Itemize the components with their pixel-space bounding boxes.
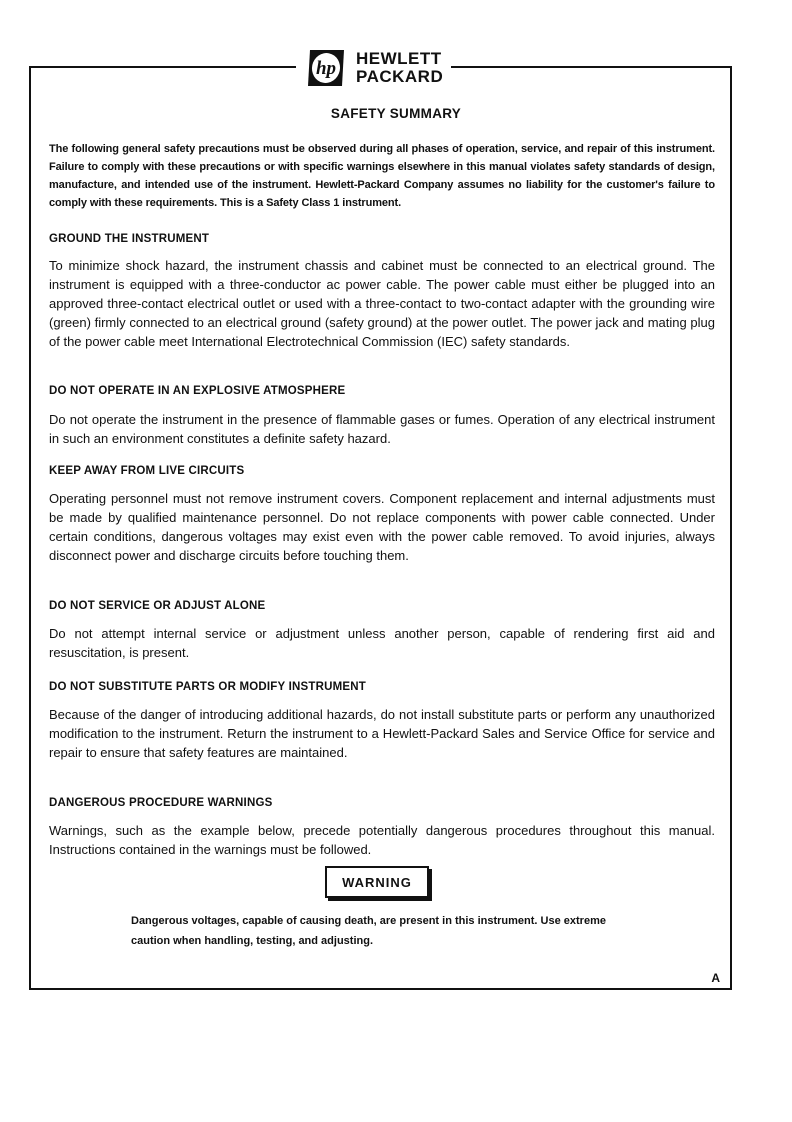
hp-logo-icon bbox=[304, 46, 348, 90]
section-heading-live-circuits: KEEP AWAY FROM LIVE CIRCUITS bbox=[49, 465, 245, 477]
intro-paragraph: The following general safety precautions must be observed during all phases of operation, service, and repair of this instrument. Failure to comply with these precautions or with specific warnings elsewhere in this manual violates safety standards of design, manufacture, and intended use of the instrument. Hewlett-Packard Company assumes no liability for the customer's failure to comply with these requirements. This is a Safety Class 1 instrument. bbox=[49, 143, 715, 209]
section-body-ground: To minimize shock hazard, the instrument chassis and cabinet must be connected to an electrical ground. The instrument is equipped with a three-conductor ac power cable. The power cable must either be plugged into an approved three-contact electrical outlet or used with a three-contact to two-contact adapter with the grounding wire (green) firmly connected to an electrical ground (safety ground) at the power outlet. The power jack and mating plug of the power cable meet International Electrotechnical Commission (IEC) safety standards. bbox=[49, 258, 715, 349]
section-body-substitute-parts: Because of the danger of introducing additional hazards, do not install substitute parts or perform any unauthorized modification to the instrument. Return the instrument to a Hewlett-Packard Sales and Service Office for service and repair to ensure that safety features are maintained. bbox=[49, 707, 715, 760]
page-letter: A bbox=[711, 971, 720, 985]
warning-text: Dangerous voltages, capable of causing death, are present in this instrument. Use extreme caution when handling, testing, and adjusting. bbox=[131, 915, 606, 947]
section-heading-ground: GROUND THE INSTRUMENT bbox=[49, 233, 210, 245]
section-heading-substitute-parts: DO NOT SUBSTITUTE PARTS OR MODIFY INSTRUMENT bbox=[49, 681, 366, 693]
section-heading-explosive: DO NOT OPERATE IN AN EXPLOSIVE ATMOSPHERE bbox=[49, 385, 346, 397]
page-title: SAFETY SUMMARY bbox=[330, 106, 462, 121]
section-body-live-circuits: Operating personnel must not remove instrument covers. Component replacement and internal adjustments must be made by qualified maintenance personnel. Do not replace components with power cable connected. Under certain conditions, dangerous voltages may exist even with the power cable removed. To avoid injuries, always disconnect power and discharge circuits before touching them. bbox=[49, 491, 715, 563]
hewlett-packard-logo bbox=[296, 46, 451, 90]
section-body-procedure-warnings: Warnings, such as the example below, precede potentially dangerous procedures throughout this manual. Instructions contained in the warnings must be followed. bbox=[49, 823, 715, 857]
section-heading-service-alone: DO NOT SERVICE OR ADJUST ALONE bbox=[49, 600, 266, 612]
section-body-explosive: Do not operate the instrument in the presence of flammable gases or fumes. Operation of any electrical instrument in such an environment constitutes a definite safety hazard. bbox=[49, 412, 715, 446]
brand-line-1: HEWLETT bbox=[356, 49, 442, 68]
brand-line-2: PACKARD bbox=[356, 67, 444, 86]
warning-label: WARNING bbox=[325, 866, 429, 898]
svg-text:hp: hp bbox=[315, 58, 337, 79]
section-heading-procedure-warnings: DANGEROUS PROCEDURE WARNINGS bbox=[49, 797, 273, 809]
section-body-service-alone: Do not attempt internal service or adjustment unless another person, capable of rendering first aid and resuscitation, is present. bbox=[49, 626, 715, 660]
